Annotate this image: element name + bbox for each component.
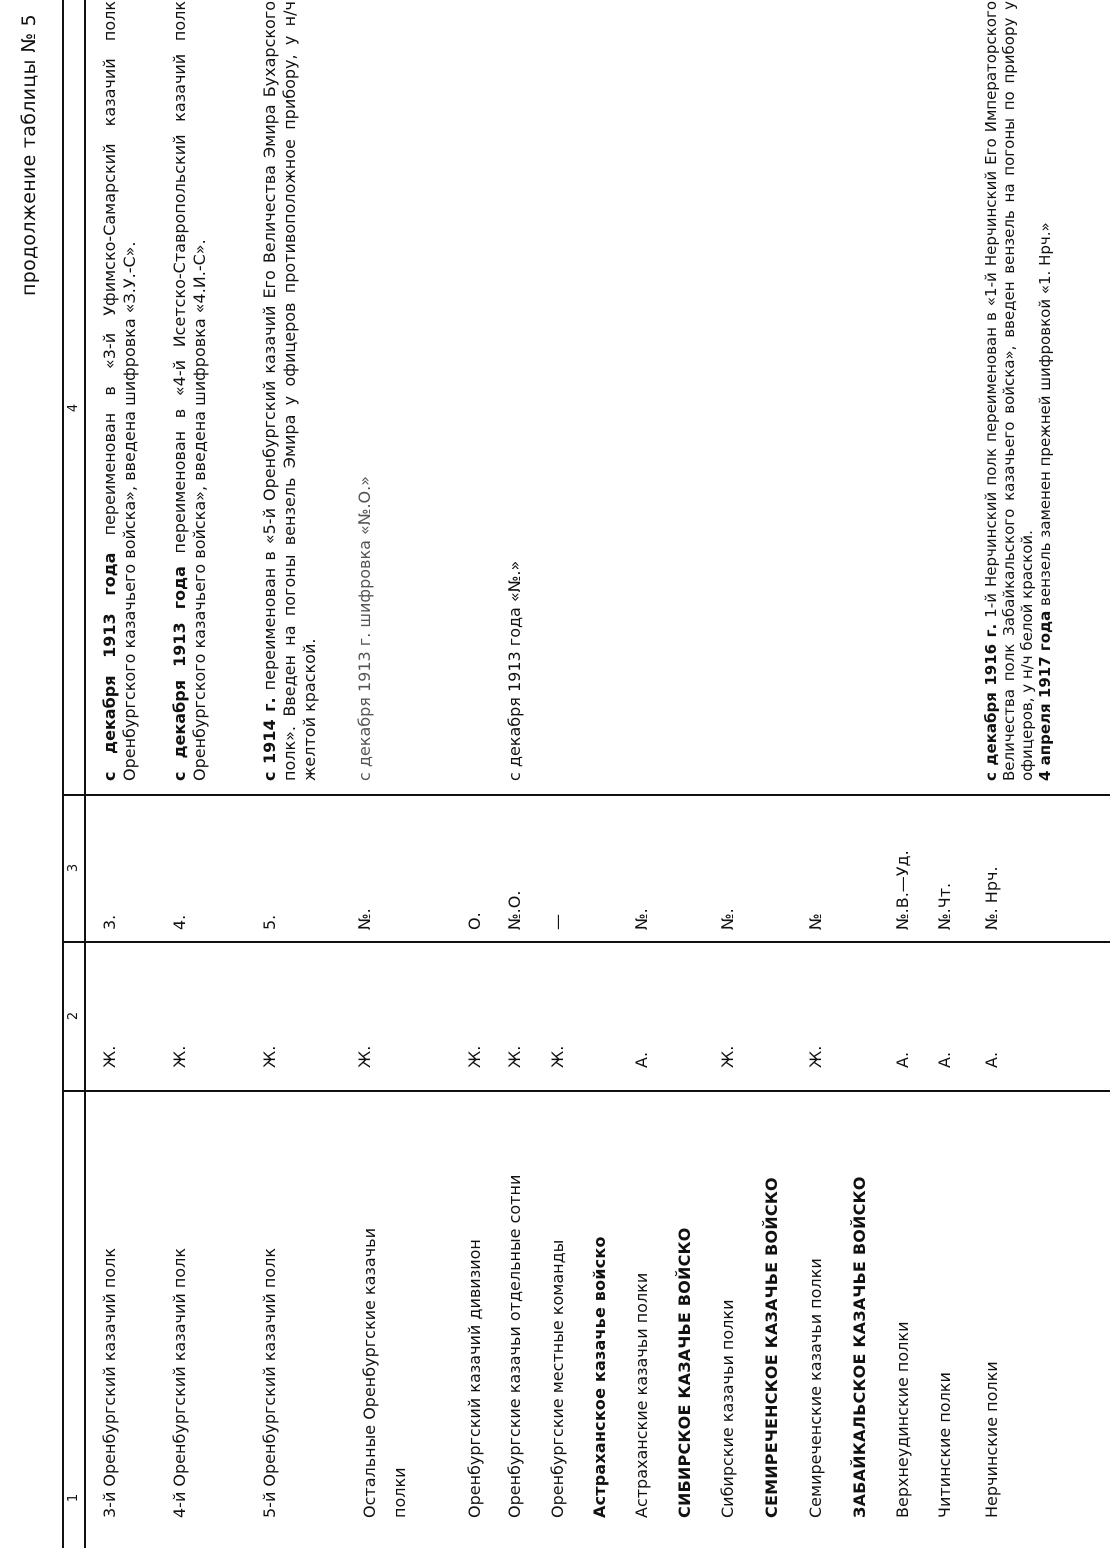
row-col2: Ж. bbox=[505, 1045, 524, 1068]
header-col-4: 4 bbox=[66, 403, 81, 413]
col-divider-2 bbox=[62, 941, 1110, 943]
row-col3: 3. bbox=[100, 914, 119, 930]
header-col-3: 3 bbox=[66, 863, 81, 873]
note-date-2: 4 апреля 1917 года bbox=[1036, 610, 1054, 781]
note-date: с 1914 г. bbox=[260, 697, 279, 781]
row-col3: №.О. bbox=[505, 890, 524, 930]
row-note: с декабря 1913 г. шифровка «№.О.» bbox=[355, 475, 374, 781]
row-name: Остальные Оренбургские казачьи полки bbox=[360, 1228, 409, 1518]
row-col3: №. bbox=[632, 908, 651, 930]
note-text-2: вензель заменен прежней шифровкой «1. Нрч.» bbox=[1036, 222, 1054, 611]
row-name: 3-й Оренбургский казачий полк bbox=[100, 1248, 119, 1518]
row-name: Читинские полки bbox=[935, 1372, 954, 1518]
row-col2: Ж. bbox=[806, 1045, 825, 1068]
row-col3: №. bbox=[718, 908, 737, 930]
row-col3: 5. bbox=[260, 914, 279, 930]
table-caption: продолжение таблицы № 5 bbox=[18, 14, 40, 297]
header-col-2: 2 bbox=[66, 1011, 81, 1021]
row-col3: О. bbox=[465, 912, 484, 930]
row-note bbox=[982, 1, 1054, 781]
row-col2: А. bbox=[982, 1051, 1001, 1068]
row-col2: Ж. bbox=[170, 1045, 189, 1068]
row-note: с декабря 1913 года «№.» bbox=[505, 560, 524, 781]
row-name: Астраханские казачьи полки bbox=[632, 1272, 651, 1518]
note-text: переименован в «3-й Уфимско-Самарский казачий полк Оренбургского казачьего войска», введена шифровка «З.У.-С». bbox=[100, 0, 139, 781]
col-divider-3 bbox=[62, 794, 1110, 796]
row-col3: 4. bbox=[170, 914, 189, 930]
row-col2: А. bbox=[935, 1051, 954, 1068]
section-title: ЗАБАЙКАЛЬСКОЕ КАЗАЧЬЕ ВОЙСКО bbox=[850, 1176, 869, 1518]
section-title: Астраханское казачье войско bbox=[590, 1236, 609, 1518]
note-date: с декабря 1916 г. bbox=[982, 623, 1000, 781]
row-name: 4-й Оренбургский казачий полк bbox=[170, 1248, 189, 1518]
row-name: Нерчинские полки bbox=[982, 1361, 1001, 1518]
row-col3: — bbox=[548, 914, 567, 930]
row-col3: №.В.—Уд. bbox=[893, 850, 912, 930]
header-rule bbox=[84, 0, 86, 1548]
note-text: переименован в «5-й Оренбургский казачий Его Величества Эмира Бухарского полк». Введен на погоны вензель Эмира у офицеров противоположное прибору, у н/ч желтой краской. bbox=[260, 0, 319, 781]
top-rule bbox=[62, 0, 64, 1548]
header-col-1: 1 bbox=[66, 1493, 81, 1503]
row-col2: Ж. bbox=[100, 1045, 119, 1068]
row-name: Оренбургские местные команды bbox=[548, 1239, 567, 1518]
note-text: 1-й Нерчинский полк переименован в «1-й Нерчинский Его Императорского Величества полк Забайкальского казачьего войска», введен вензель на погоны по прибору у офицеров, у н/ч белой краской. bbox=[982, 1, 1036, 781]
row-col2: А. bbox=[893, 1051, 912, 1068]
row-note bbox=[100, 1, 140, 781]
row-col2: Ж. bbox=[718, 1045, 737, 1068]
row-name: 5-й Оренбургский казачий полк bbox=[260, 1248, 279, 1518]
row-col2: Ж. bbox=[465, 1045, 484, 1068]
row-col3: № bbox=[806, 913, 825, 930]
row-name: Оренбургский казачий дивизион bbox=[465, 1239, 484, 1518]
section-title: СЕМИРЕЧЕНСКОЕ КАЗАЧЬЕ ВОЙСКО bbox=[762, 1177, 781, 1518]
note-date: с декабря 1913 года bbox=[100, 552, 119, 781]
row-col2: Ж. bbox=[260, 1045, 279, 1068]
row-col2: Ж. bbox=[355, 1045, 374, 1068]
row-col2: Ж. bbox=[548, 1045, 567, 1068]
note-text: переименован в «4-й Исетско-Ставропольский казачий полк Оренбургского казачьего войска», введена шифровка «4.И.-С». bbox=[170, 0, 209, 781]
row-col3: №. bbox=[355, 908, 374, 930]
row-col2: А. bbox=[632, 1051, 651, 1068]
row-col3: №. Нрч. bbox=[982, 866, 1001, 930]
note-date: с декабря 1913 года bbox=[170, 566, 189, 781]
section-title: СИБИРСКОЕ КАЗАЧЬЕ ВОЙСКО bbox=[675, 1227, 694, 1518]
row-col3: №.Чт. bbox=[935, 882, 954, 930]
row-name: Оренбургские казачьи отдельные сотни bbox=[505, 1174, 524, 1518]
row-note bbox=[260, 1, 320, 781]
row-name: Сибирские казачьи полки bbox=[718, 1299, 737, 1518]
row-name: Семиреченские казачьи полки bbox=[806, 1258, 825, 1518]
row-name: Верхнеудинские полки bbox=[893, 1321, 912, 1518]
row-note bbox=[170, 1, 210, 781]
